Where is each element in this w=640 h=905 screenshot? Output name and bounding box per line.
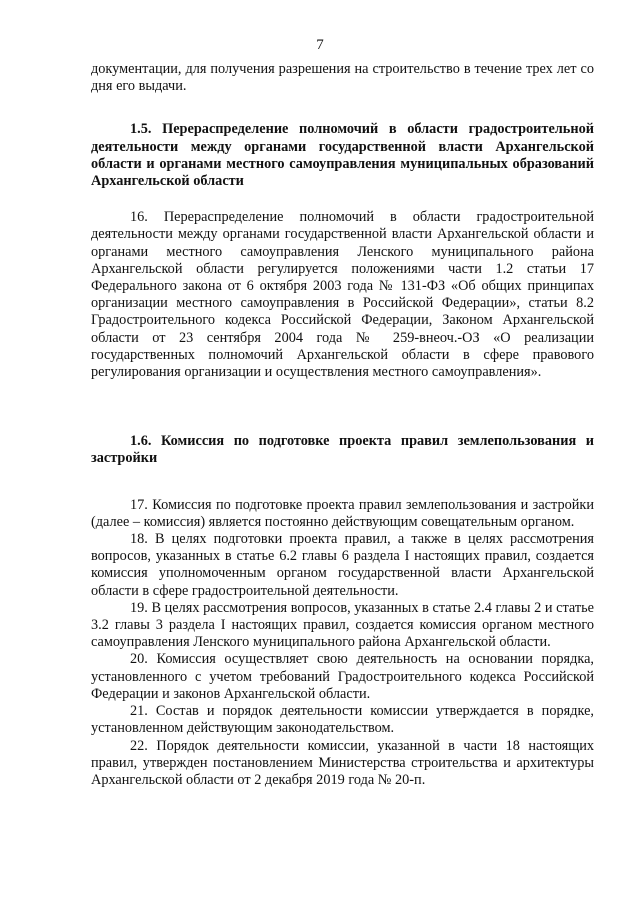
paragraph-21: 21. Состав и порядок деятельности комиссии утверждается в порядке, установленном действующим законодательством. xyxy=(91,703,594,737)
section-heading-1-6: 1.6. Комиссия по подготовке проекта правил землепользования и застройки xyxy=(91,433,594,467)
paragraph-19: 19. В целях рассмотрения вопросов, указанных в статье 2.4 главы 2 и статье 3.2 главы 3 раздела I настоящих правил, создается комиссия органом местного самоуправления Ленского муниципального района Архангельской области. xyxy=(91,599,594,651)
section-heading-1-5: 1.5. Перераспределение полномочий в области градостроительной деятельности между органами государственной власти Архангельской области и органами местного самоуправления муниципальных образований Архангельской области xyxy=(91,121,594,190)
page-number: 7 xyxy=(316,37,324,53)
document-body xyxy=(91,61,594,789)
paragraph-18: 18. В целях подготовки проекта правил, а также в целях рассмотрения вопросов, указанных в статье 6.2 главы 6 раздела I настоящих правил, создается комиссия уполномоченным органом государственной власти Архангельской области в сфере градостроительной деятельности. xyxy=(91,531,594,599)
paragraph-17: 17. Комиссия по подготовке проекта правил землепользования и застройки (далее – комиссия) является постоянно действующим совещательным органом. xyxy=(91,496,594,530)
paragraph-20: 20. Комиссия осуществляет свою деятельность на основании порядка, установленного с учетом требований Градостроительного кодекса Российской Федерации и законов Архангельской области. xyxy=(91,651,594,702)
paragraph-16: 16. Перераспределение полномочий в области градостроительной деятельности между органами государственной власти Архангельской области и органами местного самоуправления Ленского муниципального района Архангельской области регулируется положениями части 1.2 статьи 17 Федерального закона от 6 октября 2003 года № 131-ФЗ «Об общих принципах организации местного самоуправления в Российской Федерации», статьи 8.2 Градостроительного кодекса Российской Федерации, Законом Архангельской области от 23 сентября 2004 года № 259-внеоч.-ОЗ «О реализации государственных полномочий Архангельской области в сфере правового регулирования организации и осуществления местного самоуправления». xyxy=(91,209,594,381)
intro-continuation-paragraph: документации, для получения разрешения на строительство в течение трех лет со дня его выдачи. xyxy=(91,61,594,95)
paragraph-22: 22. Порядок деятельности комиссии, указанной в части 18 настоящих правил, утвержден постановлением Министерства строительства и архитектуры Архангельской области от 2 декабря 2019 года № 20-п. xyxy=(91,737,594,788)
